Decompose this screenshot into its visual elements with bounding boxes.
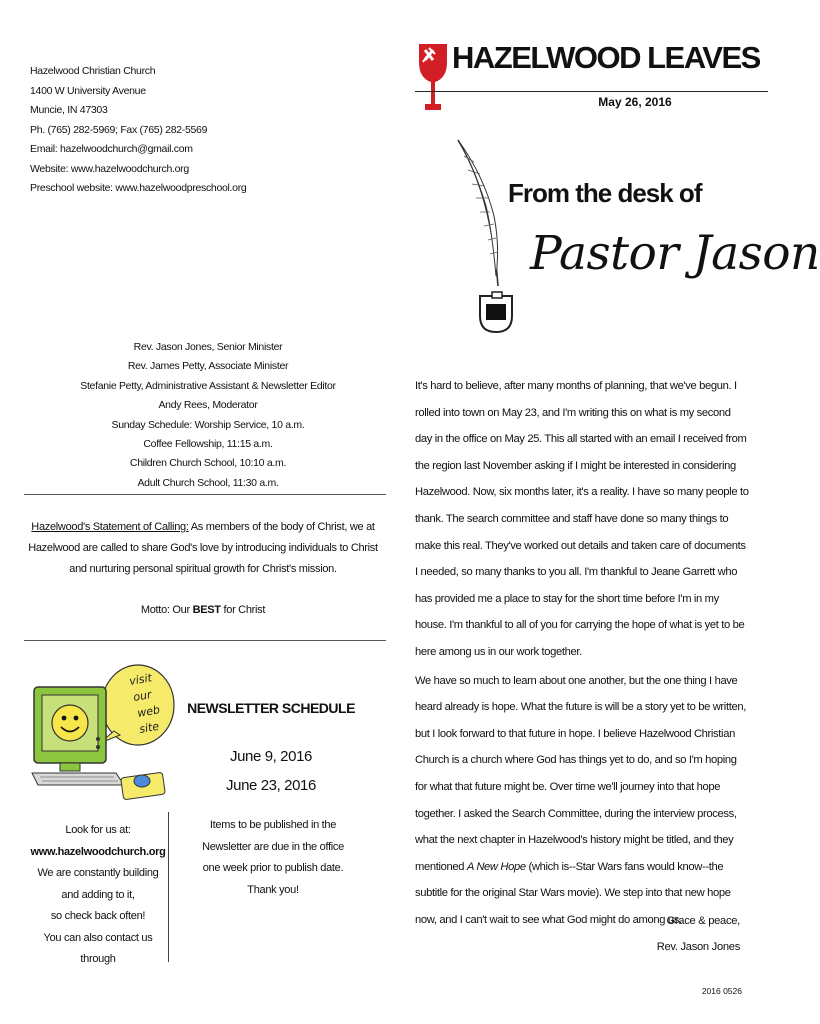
schedule-date: June 23, 2016 bbox=[226, 777, 316, 794]
letter-paragraph: It's hard to believe, after many months of planning, that we've begun. I rolled into town on May 23, and I'm writing this on what is my second day in the office on May 25. This all started with an email I received from the region last November asking if I might be interested in considering Hazelwood. Now, six months later, it's a reality. I have so many people to thank. The search committee and staff have done so many things to make this real. They've worked out details and taken care of documents I needed, so many thanks to you all. I'm thankful to Jeane Garrett who has provided me a place to stay for the short time before I'm in my house. I'm thankful to all of you for carrying the hope of what is yet to be here among us in our work together. bbox=[415, 380, 749, 658]
document-number: 2016 0526 bbox=[701, 986, 742, 996]
newsletter-date: May 26, 2016 bbox=[598, 95, 672, 109]
computer-smiley-icon bbox=[30, 665, 180, 805]
bubble-word: our bbox=[132, 687, 153, 704]
website-note: so check back often! bbox=[50, 910, 146, 922]
church-contact-block bbox=[30, 62, 370, 199]
letter-text: (which is--Star Wars fans would know--the subtitle for the original Star Wars movie). We step into that new hope now, and I can't wait to see what God might do among us. bbox=[415, 860, 731, 926]
pastor-name-heading: Pastor Jason bbox=[530, 226, 820, 281]
motto-prefix: Motto: Our bbox=[140, 604, 193, 616]
masthead-divider bbox=[415, 91, 768, 92]
bubble-word: visit bbox=[128, 671, 153, 688]
closing-line: Grace & peace, bbox=[666, 915, 740, 927]
staff-line: Stefanie Petty, Administrative Assistant & Newsletter Editor bbox=[80, 379, 336, 392]
schedule-line: Coffee Fellowship, 11:15 a.m. bbox=[143, 438, 273, 451]
schedule-line: Children Church School, 10:10 a.m. bbox=[129, 457, 287, 470]
section-divider bbox=[24, 494, 386, 495]
staff-line: Andy Rees, Moderator bbox=[158, 399, 258, 412]
church-email[interactable]: Email: hazelwoodchurch@gmail.com bbox=[30, 143, 193, 155]
signature: Rev. Jason Jones bbox=[656, 941, 740, 953]
church-address: 1400 W University Avenue bbox=[30, 84, 146, 97]
preschool-website[interactable]: Preschool website: www.hazelwoodpreschool.org bbox=[30, 182, 247, 194]
motto-emphasis: BEST bbox=[192, 604, 221, 616]
schedule-date: June 9, 2016 bbox=[230, 748, 312, 765]
website-note: You can also contact us through bbox=[43, 931, 153, 965]
church-phone: Ph. (765) 282-5969; Fax (765) 282-5569 bbox=[30, 123, 208, 136]
schedule-dates bbox=[186, 742, 356, 800]
section-divider bbox=[24, 640, 386, 641]
website-note: We are constantly building and adding to it, bbox=[37, 867, 159, 901]
schedule-line: Adult Church School, 11:30 a.m. bbox=[137, 476, 279, 489]
letter-text: We have so much to learn about one another, but the one thing I have heard already is hope. What the future is will be a story yet to be written, but I look forward to that future in hope. I believe Hazelwood Christian Church is a church where God has things yet to do, and so I'm hoping for what that future might be. Over time we'll journey into that hope together. I asked the Search Committee, during the interview process, what the next chapter in Hazelwood's history might be titled, and they mentioned bbox=[415, 674, 746, 873]
bubble-word: web bbox=[136, 703, 161, 720]
schedule-note: Items to be published in the Newsletter are due in the office one week prior to publish date. Thank you! bbox=[202, 819, 344, 896]
schedule-title: NEWSLETTER SCHEDULE bbox=[187, 700, 355, 716]
from-the-desk-heading: From the desk of bbox=[508, 178, 702, 208]
lookfor-intro: Look for us at: bbox=[65, 824, 131, 836]
website-info-box bbox=[28, 820, 168, 971]
church-city: Muncie, IN 47303 bbox=[30, 104, 108, 116]
chalice-cross-icon bbox=[419, 44, 447, 114]
church-name: Hazelwood Christian Church bbox=[30, 65, 156, 77]
quill-inkwell-icon bbox=[450, 136, 522, 336]
staff-line: Rev. Jason Jones, Senior Minister bbox=[133, 341, 283, 353]
statement-of-calling bbox=[28, 517, 378, 580]
newsletter-title: HAZELWOOD LEAVES bbox=[452, 40, 760, 75]
letter-emphasis: A New Hope bbox=[466, 860, 526, 873]
schedule-line: Sunday Schedule: Worship Service, 10 a.m. bbox=[111, 418, 305, 431]
calling-label: Hazelwood's Statement of Calling: bbox=[31, 521, 189, 533]
staff-line: Rev. James Petty, Associate Minister bbox=[127, 360, 289, 373]
letter-closing bbox=[560, 908, 740, 960]
staff-schedule-block bbox=[28, 338, 388, 493]
church-website[interactable]: Website: www.hazelwoodchurch.org bbox=[30, 162, 189, 175]
pastor-letter bbox=[415, 373, 750, 933]
motto-suffix: for Christ bbox=[220, 604, 266, 616]
calling-text: As members of the body of Christ, we at Hazelwood are called to share God's love by introducing individuals to Christ and nurturing personal spiritual growth for Christ's mission. bbox=[28, 521, 378, 575]
motto bbox=[28, 604, 378, 616]
box-border bbox=[168, 812, 169, 962]
bubble-word: site bbox=[138, 719, 161, 736]
letter-paragraph bbox=[415, 668, 750, 934]
website-link[interactable]: www.hazelwoodchurch.org bbox=[30, 845, 166, 858]
